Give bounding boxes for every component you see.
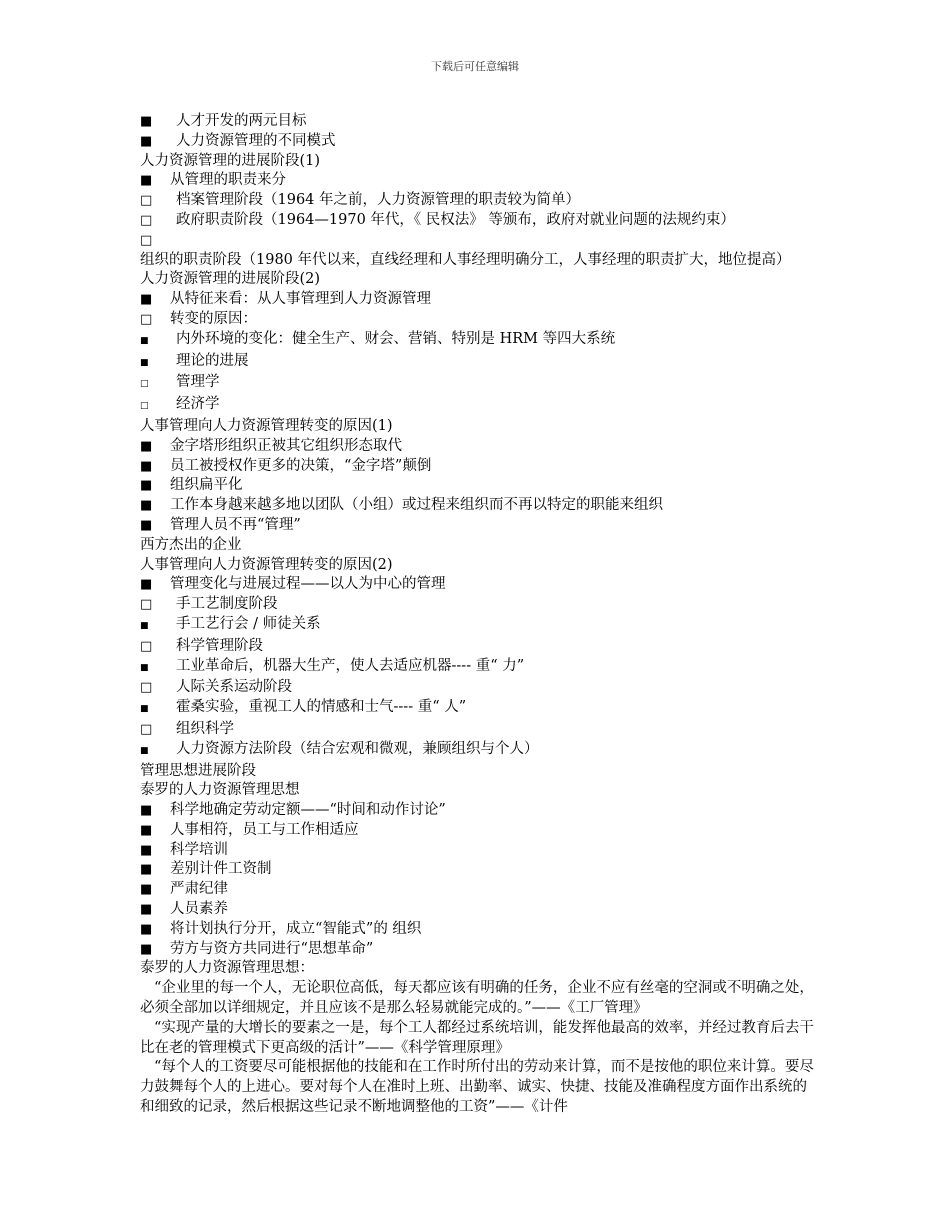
hollow-square-bullet-icon: □ (140, 379, 149, 390)
list-item (140, 657, 820, 679)
list-item (140, 211, 820, 231)
list-item (140, 615, 820, 637)
filled-square-bullet-icon: ■ (140, 941, 153, 957)
page-header: 下载后可任意编辑 (431, 60, 519, 73)
section-heading (140, 536, 820, 556)
section-heading (140, 152, 820, 172)
list-item (140, 698, 820, 720)
line-text: 将计划执行分开，成立“智能式”的 组织 (170, 920, 422, 937)
hollow-square-bullet-icon: □ (140, 212, 153, 228)
list-item (140, 476, 820, 496)
hollow-square-bullet-icon: □ (140, 232, 153, 248)
filled-square-bullet-icon: ■ (140, 745, 149, 756)
filled-square-bullet-icon: ■ (140, 335, 149, 346)
filled-square-bullet-icon: ■ (140, 438, 153, 454)
hollow-square-bullet-icon: □ (140, 638, 153, 654)
filled-square-bullet-icon: ■ (140, 882, 153, 898)
list-item (140, 801, 820, 821)
list-item (140, 821, 820, 841)
filled-square-bullet-icon: ■ (140, 862, 153, 878)
filled-square-bullet-icon: ■ (140, 662, 149, 673)
list-item (140, 373, 820, 395)
line-text: 档案管理阶段（1964 年之前，人力资源管理的职责较为简单） (176, 192, 581, 209)
line-text: 管理思想进展阶段 (140, 762, 256, 779)
section-heading (140, 781, 820, 801)
line-text: 手工艺制度阶段 (176, 596, 278, 613)
section-heading (140, 762, 820, 782)
line-text: 科学培训 (170, 841, 228, 858)
hollow-square-bullet-icon: □ (140, 721, 153, 737)
document-body (140, 112, 820, 1118)
line-text: 人员素养 (170, 901, 228, 918)
hollow-square-bullet-icon: □ (140, 680, 153, 696)
section-heading (140, 417, 820, 437)
line-text: 西方杰出的企业 (140, 536, 242, 553)
list-item (140, 457, 820, 477)
filled-square-bullet-icon: ■ (140, 842, 153, 858)
filled-square-bullet-icon: ■ (140, 458, 153, 474)
line-text: 员工被授权作更多的决策，“金字塔”颠倒 (170, 457, 432, 474)
list-item (140, 191, 820, 211)
line-text: 管理变化与进展过程——以人为中心的管理 (170, 576, 446, 593)
line-text: 组织科学 (176, 720, 234, 737)
outline-list (140, 112, 820, 979)
line-text: 科学管理阶段 (176, 637, 263, 654)
filled-square-bullet-icon: ■ (140, 620, 149, 631)
hollow-square-bullet-icon: □ (140, 193, 153, 209)
list-item (140, 575, 820, 595)
list-item (140, 171, 820, 191)
list-item (140, 860, 820, 880)
quote-paragraph: “每个人的工资要尽可能根据他的技能和在工作时所付出的劳动来计算，而不是按他的职位来计算。要尽力鼓舞每个人的上进心。要对每个人在准时上班、出勤率、诚实、快捷、技能及准确程度方面作出系统的和细致的记录，然后根据这些记录不断地调整他的工资”——《计件 (140, 1059, 814, 1116)
line-text: 管理学 (176, 374, 220, 391)
filled-square-bullet-icon: ■ (140, 173, 153, 189)
list-item (140, 880, 820, 900)
filled-square-bullet-icon: ■ (140, 498, 153, 514)
line-text: 人事管理向人力资源管理转变的原因(1) (140, 417, 393, 434)
line-text: 从特征来看：从人事管理到人力资源管理 (170, 291, 431, 308)
quote-paragraph: “实现产量的大增长的要素之一是，每个工人都经过系统培训，能发挥他最高的效率，并经过教育后去干比在老的管理模式下更高级的活计”——《科学管理原理》 (140, 1019, 814, 1056)
line-text: 人事管理向人力资源管理转变的原因(2) (140, 556, 393, 573)
filled-square-bullet-icon: ■ (140, 357, 149, 368)
line-text: 霍桑实验，重视工人的情感和士气---- 重“ 人” (176, 699, 467, 716)
filled-square-bullet-icon: ■ (140, 902, 153, 918)
line-text: 内外环境的变化：健全生产、财会、营销、特别是 HRM 等四大系统 (176, 330, 616, 347)
section-heading (140, 959, 820, 979)
filled-square-bullet-icon: ■ (140, 478, 153, 494)
list-item (140, 841, 820, 861)
list-item (140, 437, 820, 457)
list-item (140, 395, 820, 417)
line-text: 理论的进展 (176, 352, 249, 369)
list-item (140, 310, 820, 330)
filled-square-bullet-icon: ■ (140, 803, 153, 819)
list-item (140, 595, 820, 615)
line-text: 严肃纪律 (170, 881, 228, 898)
list-item (140, 516, 820, 536)
line-text: 劳方与资方共同进行“思想革命” (170, 940, 374, 957)
line-text: 转变的原因： (170, 310, 257, 327)
line-text: 人力资源管理的进展阶段(1) (140, 152, 321, 169)
quote-paragraph: “企业里的每一个人，无论职位高低，每天都应该有明确的任务，企业不应有丝毫的空洞或不明确之处，必须全部加以详细规定，并且应该不是那么轻易就能完成的。”——《工厂管理》 (140, 980, 814, 1017)
line-text: 人才开发的两元目标 (176, 113, 307, 129)
list-item (140, 900, 820, 920)
line-text: 经济学 (176, 396, 220, 413)
line-text: 手工艺行会 / 师徒关系 (176, 615, 321, 632)
filled-square-bullet-icon: ■ (140, 292, 153, 308)
filled-square-bullet-icon: ■ (140, 704, 149, 715)
filled-square-bullet-icon: ■ (140, 133, 153, 149)
filled-square-bullet-icon: ■ (140, 114, 153, 129)
line-text: 人力资源方法阶段（结合宏观和微观，兼顾组织与个人） (176, 740, 539, 757)
line-text: 组织的职责阶段（1980 年代以来，直线经理和人事经理明确分工，人事经理的职责扩大，地位提高） (140, 251, 791, 268)
hollow-square-bullet-icon: □ (140, 401, 149, 412)
line-text: 科学地确定劳动定额——“时间和动作讨论” (170, 802, 446, 819)
list-item (140, 920, 820, 940)
list-item (140, 496, 820, 516)
list-item (140, 352, 820, 374)
line-text: 管理人员不再“管理” (170, 516, 301, 533)
section-heading (140, 270, 820, 290)
line-text: 差别计件工资制 (170, 861, 272, 878)
list-item (140, 678, 820, 698)
list-item (140, 637, 820, 657)
section-heading (140, 556, 820, 576)
list-item (140, 740, 820, 762)
line-text: 人力资源管理的进展阶段(2) (140, 271, 321, 288)
line-text: 组织扁平化 (170, 477, 243, 494)
list-item (140, 112, 820, 132)
line-text: 人际关系运动阶段 (176, 679, 292, 696)
filled-square-bullet-icon: ■ (140, 921, 153, 937)
list-item (140, 231, 820, 271)
hollow-square-bullet-icon: □ (140, 597, 153, 613)
hollow-square-bullet-icon: □ (140, 311, 153, 327)
line-text: 工作本身越来越多地以团队（小组）或过程来组织而不再以特定的职能来组织 (170, 497, 663, 514)
filled-square-bullet-icon: ■ (140, 822, 153, 838)
filled-square-bullet-icon: ■ (140, 577, 153, 593)
line-text: 人力资源管理的不同模式 (176, 132, 336, 149)
line-text: 政府职责阶段（1964—1970 年代，《 民权法》 等颁布，政府对就业问题的法规约束） (176, 211, 735, 228)
line-text: 工业革命后，机器大生产，使人去适应机器---- 重“ 力” (176, 657, 525, 674)
quote-paragraphs (140, 979, 820, 1118)
filled-square-bullet-icon: ■ (140, 517, 153, 533)
list-item (140, 132, 820, 152)
line-text: 泰罗的人力资源管理思想： (140, 960, 314, 977)
list-item (140, 940, 820, 960)
line-text: 人事相符，员工与工作相适应 (170, 821, 359, 838)
list-item (140, 290, 820, 310)
line-text: 金字塔形组织正被其它组织形态取代 (170, 437, 402, 454)
list-item (140, 720, 820, 740)
line-text: 从管理的职责来分 (170, 172, 286, 189)
list-item (140, 330, 820, 352)
line-text: 泰罗的人力资源管理思想 (140, 782, 300, 799)
